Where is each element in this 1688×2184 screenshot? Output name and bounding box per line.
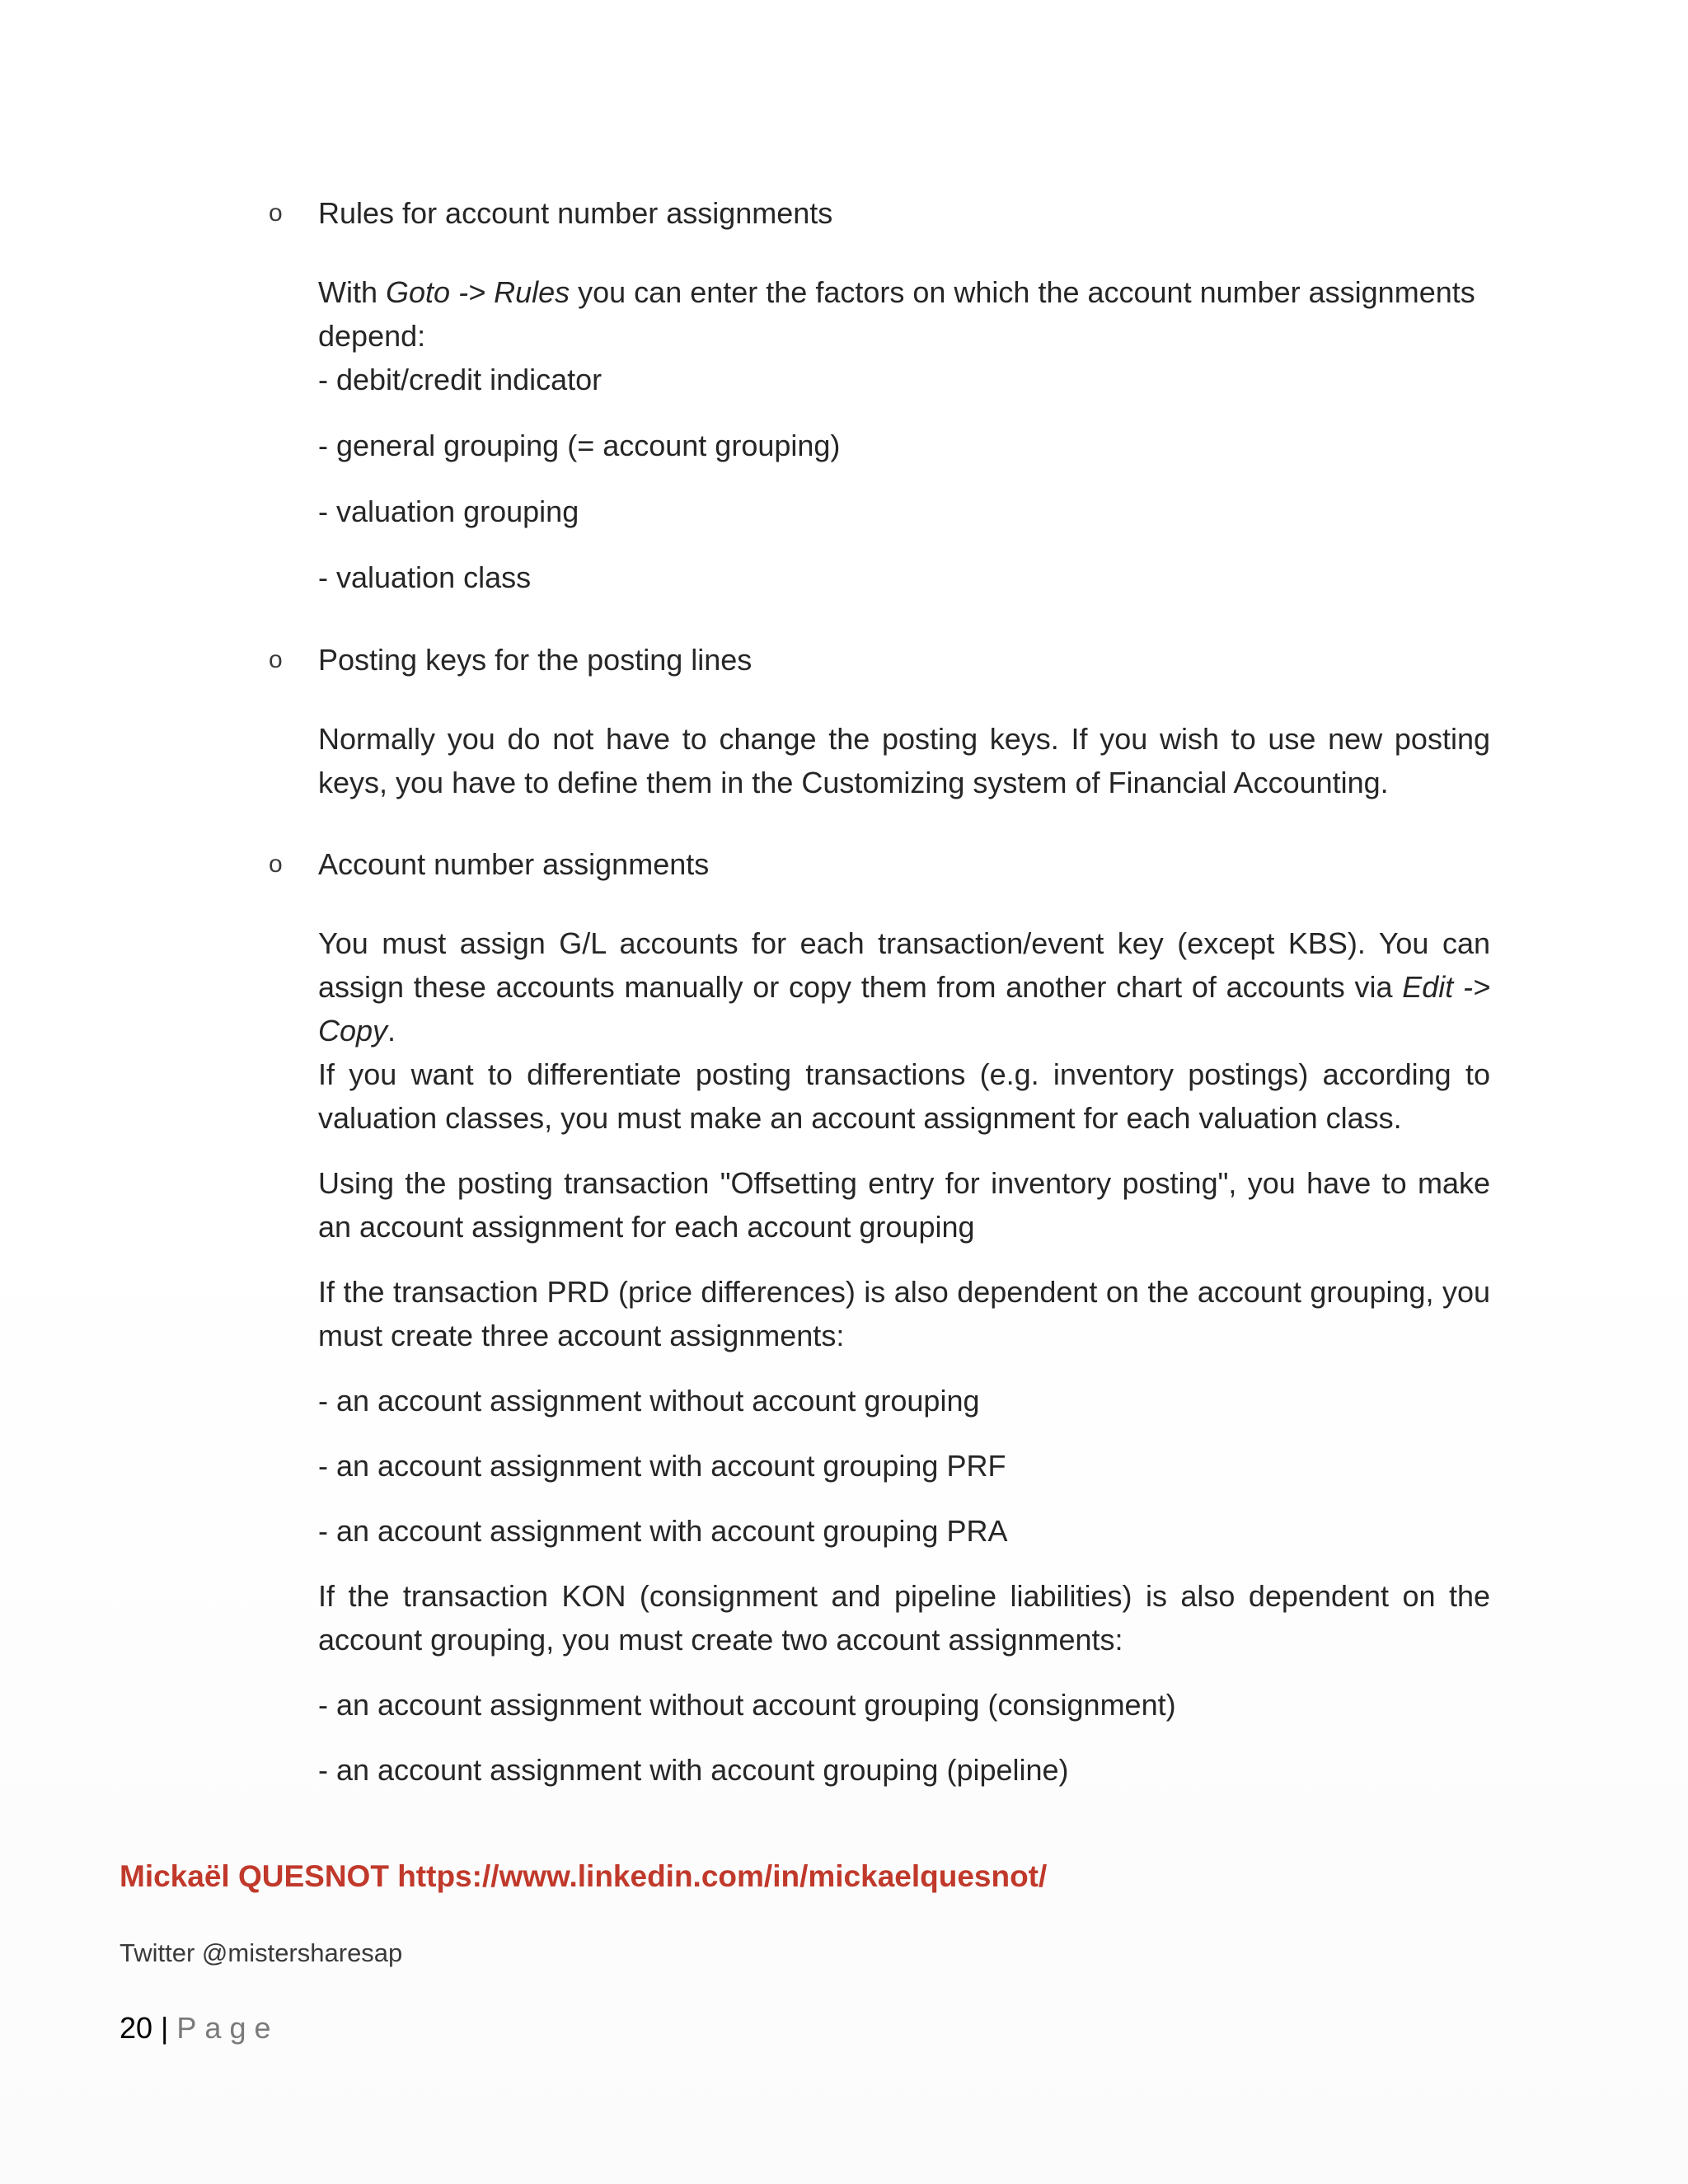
list-item: - valuation class [318, 560, 532, 594]
section-heading: Account number assignments [318, 847, 710, 881]
offsetting-paragraph: Using the posting transaction "Offsetting entry for inventory posting", you have to make an account assignment for each account grouping [318, 1166, 1490, 1244]
rules-intro [318, 270, 1490, 358]
list-item: - an account assignment without account grouping (consignment) [318, 1688, 1176, 1722]
list-item: - an account assignment with account grouping (pipeline) [318, 1753, 1069, 1787]
text-run: you can enter the factors on which the account number assignments depend: [318, 275, 1475, 353]
bullet-account-number [269, 842, 1490, 887]
list-item: - an account assignment with account grouping PRA [318, 1514, 1008, 1548]
menu-path-emphasis: Edit -> Copy [318, 970, 1490, 1047]
list-item: - debit/credit indicator [318, 363, 603, 396]
page-number [120, 2011, 279, 2046]
page-number-value: 20 [120, 2011, 153, 2045]
twitter-handle: Twitter @mistersharesap [120, 1938, 403, 1967]
list-item: - general grouping (= account grouping) [318, 429, 841, 462]
section-heading: Rules for account number assignments [318, 196, 833, 230]
hollow-bullet-icon: o [269, 646, 283, 673]
main-content [269, 191, 1490, 1792]
page-label: Page [176, 2011, 279, 2045]
list-item: - valuation grouping [318, 494, 579, 528]
hollow-bullet-icon: o [269, 851, 283, 878]
menu-path-emphasis: Goto -> Rules [386, 275, 570, 309]
differentiate-paragraph: If you want to differentiate posting transactions (e.g. inventory postings) according to valuation classes, you must make an account assignment for each valuation class. [318, 1057, 1490, 1135]
posting-keys-body: Normally you do not have to change the posting keys. If you wish to use new posting keys, you have to define them in the Customizing system of Financial Accounting. [318, 722, 1490, 799]
kon-paragraph: If the transaction KON (consignment and pipeline liabilities) is also dependent on the account grouping, you must create two account assignments: [318, 1579, 1490, 1657]
page-separator: | [161, 2011, 169, 2045]
text-run: With [318, 275, 387, 309]
hollow-bullet-icon: o [269, 199, 283, 227]
list-item: - an account assignment with account grouping PRF [318, 1449, 1006, 1483]
text-run: You must assign G/L accounts for each transaction/event key (except KBS). You can assign these accounts manually or copy them from another chart of accounts via [318, 926, 1490, 1004]
prd-paragraph: If the transaction PRD (price differences) is also dependent on the account grouping, you must create three account assignments: [318, 1275, 1490, 1352]
text-run: . [387, 1014, 396, 1047]
bullet-posting-keys [269, 638, 1490, 682]
author-link[interactable]: Mickaël QUESNOT https://www.linkedin.com/in/mickaelquesnot/ [120, 1859, 1048, 1893]
section-heading: Posting keys for the posting lines [318, 643, 753, 677]
assignment-paragraph [318, 921, 1490, 1052]
bullet-rules [269, 191, 1490, 236]
list-item: - an account assignment without account grouping [318, 1384, 980, 1418]
